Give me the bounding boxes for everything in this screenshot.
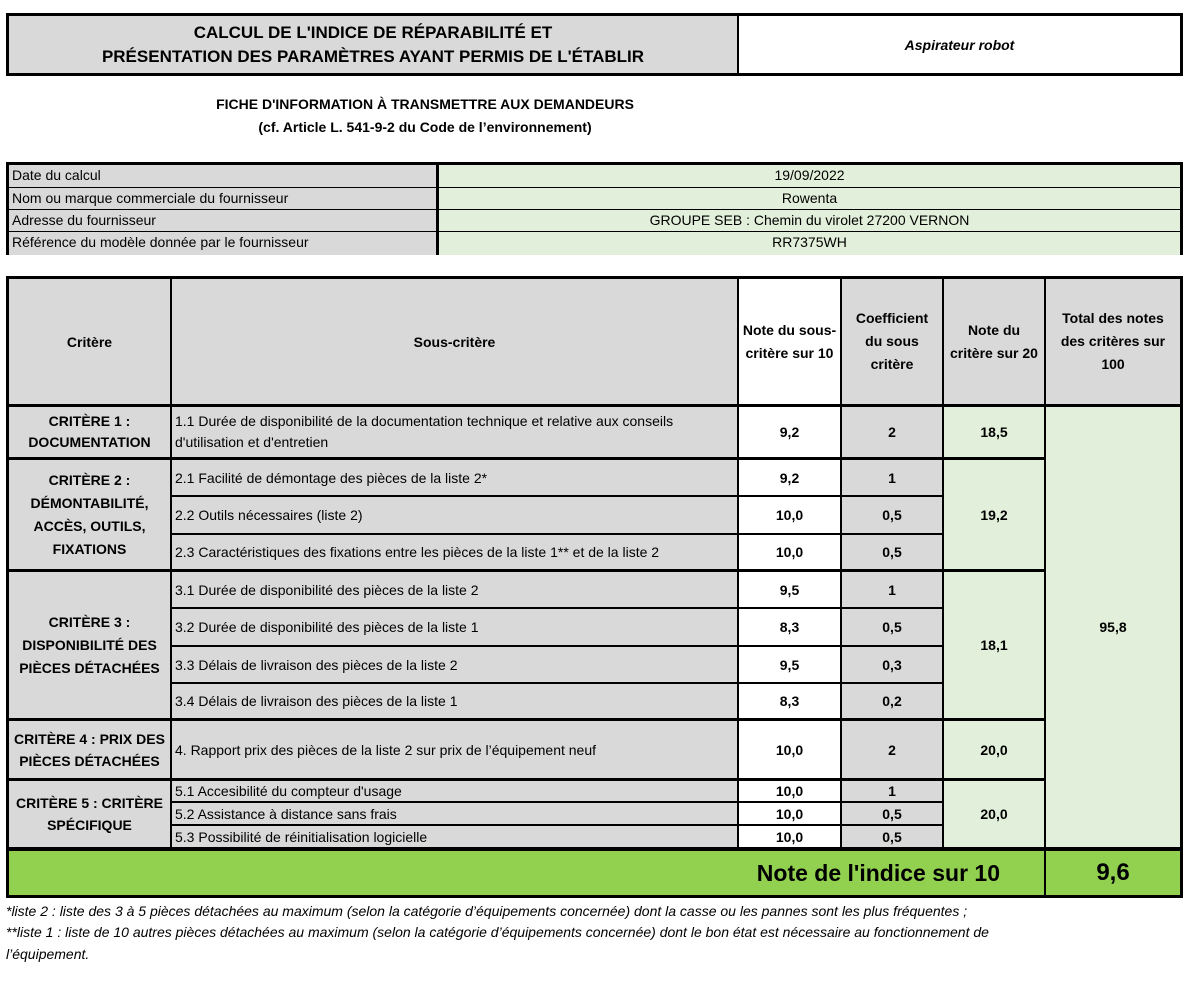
sub-criterion-coef: 0,5 — [842, 803, 944, 826]
sub-criterion-coef: 1 — [842, 572, 944, 609]
sub-criterion-label: 4. Rapport prix des pièces de la liste 2 sur prix de l’équipement neuf — [172, 721, 739, 781]
info-row — [9, 187, 1180, 211]
footnote-liste-1: **liste 1 : liste de 10 autres pièces détachées au maximum (selon la catégorie d’équipements concernée) dont le bon état est nécessaire au fonctionnement de — [6, 924, 989, 940]
sub-criterion-note: 9,2 — [739, 460, 842, 497]
sub-criterion-coef: 2 — [842, 721, 944, 781]
sub-criterion-label: 3.2 Durée de disponibilité des pièces de la liste 1 — [172, 609, 739, 647]
sub-criterion-note: 10,0 — [739, 535, 842, 572]
info-value: GROUPE SEB : Chemin du virolet 27200 VERNON — [439, 210, 1180, 233]
col-header-coefficient: Coefficient du sous critère — [842, 279, 944, 407]
sub-criterion-note: 10,0 — [739, 497, 842, 535]
criterion-note: 19,2 — [944, 460, 1046, 572]
sub-criterion-note: 8,3 — [739, 609, 842, 647]
info-row — [9, 231, 1180, 255]
col-header-critere: Critère — [9, 279, 172, 407]
sub-criterion-note: 9,2 — [739, 407, 842, 460]
title-line-1: CALCUL DE L'INDICE DE RÉPARABILITÉ ET — [193, 22, 553, 42]
info-label: Référence du modèle donnée par le fournisseur — [9, 232, 439, 255]
info-label: Adresse du fournisseur — [9, 210, 439, 233]
col-header-sous-critere: Sous-critère — [172, 279, 739, 407]
footnote-continuation: l’équipement. — [6, 946, 90, 962]
sub-criterion-coef: 0,3 — [842, 647, 944, 684]
footnote-liste-2: *liste 2 : liste des 3 à 5 pièces détachées au maximum (selon la catégorie d’équipements concernée) dont la casse ou les pannes sont les plus fréquentes ; — [6, 903, 968, 919]
criterion-name: CRITÈRE 5 : CRITÈRE SPÉCIFIQUE — [9, 781, 172, 849]
criterion-name: CRITÈRE 4 : PRIX DES PIÈCES DÉTACHÉES — [9, 721, 172, 781]
criterion-note: 18,5 — [944, 407, 1046, 460]
sub-criterion-label: 1.1 Durée de disponibilité de la documentation technique et relative aux conseils d'utilisation et d'entretien — [172, 407, 739, 460]
info-value: Rowenta — [439, 188, 1180, 211]
sub-criterion-note: 9,5 — [739, 647, 842, 684]
sub-criterion-label: 5.1 Accesibilité du compteur d'usage — [172, 781, 739, 803]
sub-criterion-note: 8,3 — [739, 684, 842, 721]
title-line-2: PRÉSENTATION DES PARAMÈTRES AYANT PERMIS DE L'ÉTABLIR — [101, 46, 645, 66]
sub-criterion-note: 10,0 — [739, 781, 842, 803]
supplier-info-table — [6, 162, 1183, 255]
info-value: 19/09/2022 — [439, 165, 1180, 188]
sub-criterion-coef: 0,5 — [842, 609, 944, 647]
info-label: Nom ou marque commerciale du fournisseur — [9, 188, 439, 211]
col-header-total: Total des notes des critères sur 100 — [1046, 279, 1180, 407]
criterion-name: CRITÈRE 1 : DOCUMENTATION — [9, 407, 172, 460]
criterion-note: 20,0 — [944, 781, 1046, 849]
final-score-value: 9,6 — [1046, 849, 1180, 895]
subtitle-line-2: (cf. Article L. 541-9-2 du Code de l’environnement) — [258, 119, 592, 135]
sub-criterion-coef: 1 — [842, 781, 944, 803]
sub-criterion-label: 2.3 Caractéristiques des fixations entre les pièces de la liste 1** et de la liste 2 — [172, 535, 739, 572]
info-value: RR7375WH — [439, 232, 1180, 255]
col-header-note-sous-critere: Note du sous-critère sur 10 — [739, 279, 842, 407]
sub-criterion-label: 3.4 Délais de livraison des pièces de la liste 1 — [172, 684, 739, 721]
sub-criterion-coef: 0,2 — [842, 684, 944, 721]
col-header-note-critere: Note du critère sur 20 — [944, 279, 1046, 407]
sub-criterion-coef: 0,5 — [842, 535, 944, 572]
subtitle-line-1: FICHE D'INFORMATION À TRANSMETTRE AUX DEMANDEURS — [216, 96, 634, 112]
sub-criterion-note: 10,0 — [739, 721, 842, 781]
sub-criterion-label: 2.1 Facilité de démontage des pièces de la liste 2* — [172, 460, 739, 497]
sub-criterion-label: 3.3 Délais de livraison des pièces de la liste 2 — [172, 647, 739, 684]
total-score: 95,8 — [1046, 407, 1180, 849]
sub-criterion-label: 2.2 Outils nécessaires (liste 2) — [172, 497, 739, 535]
product-type: Aspirateur robot — [904, 36, 1015, 53]
info-label: Date du calcul — [9, 165, 439, 188]
sub-criterion-label: 5.3 Possibilité de réinitialisation logicielle — [172, 826, 739, 849]
sub-criterion-coef: 1 — [842, 460, 944, 497]
final-score-label: Note de l'indice sur 10 — [9, 849, 1046, 895]
sub-criterion-label: 3.1 Durée de disponibilité des pièces de la liste 2 — [172, 572, 739, 609]
sub-criterion-coef: 0,5 — [842, 497, 944, 535]
info-row — [9, 209, 1180, 233]
info-row — [9, 165, 1180, 188]
criterion-note: 18,1 — [944, 572, 1046, 721]
sub-criterion-note: 10,0 — [739, 803, 842, 826]
criterion-name: CRITÈRE 2 : DÉMONTABILITÉ, ACCÈS, OUTILS, FIXATIONS — [9, 460, 172, 572]
sub-criterion-label: 5.2 Assistance à distance sans frais — [172, 803, 739, 826]
criteria-table — [6, 276, 1183, 898]
criterion-note: 20,0 — [944, 721, 1046, 781]
criterion-name: CRITÈRE 3 : DISPONIBILITÉ DES PIÈCES DÉTACHÉES — [9, 572, 172, 721]
header-box — [6, 13, 1183, 76]
sub-criterion-note: 9,5 — [739, 572, 842, 609]
sub-criterion-note: 10,0 — [739, 826, 842, 849]
sub-criterion-coef: 2 — [842, 407, 944, 460]
sub-criterion-coef: 0,5 — [842, 826, 944, 849]
document-title — [9, 16, 739, 73]
